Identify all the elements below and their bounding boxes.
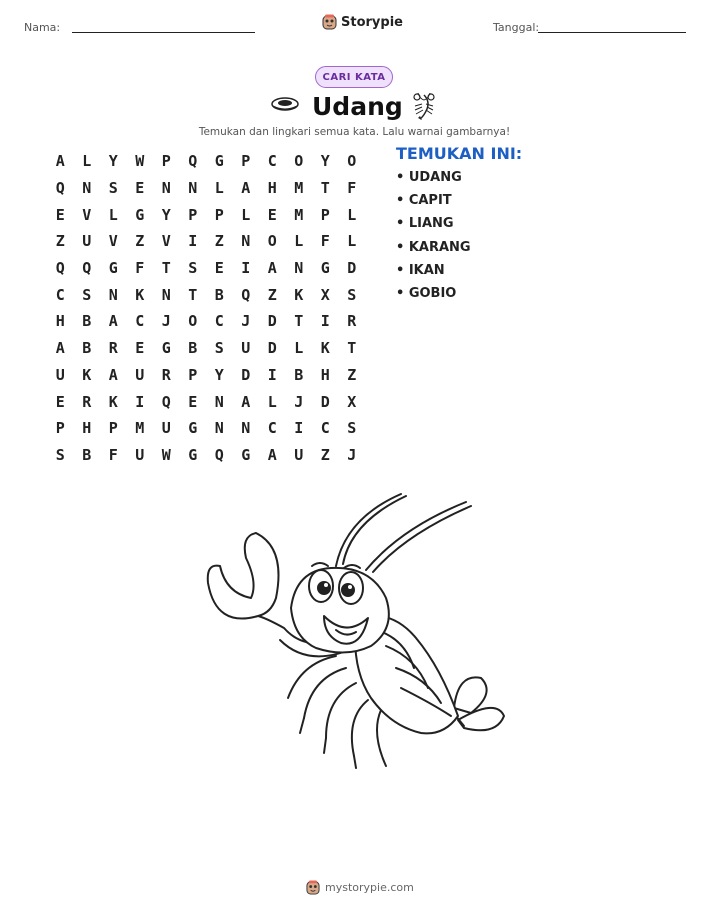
grid-cell[interactable]: E (135, 339, 145, 358)
grid-cell[interactable]: L (347, 205, 357, 224)
grid-cell[interactable]: F (320, 232, 330, 251)
grid-cell[interactable]: M (135, 419, 145, 438)
grid-cell[interactable]: D (320, 392, 330, 411)
grid-cell[interactable]: A (241, 179, 251, 198)
grid-cell[interactable]: M (294, 179, 304, 198)
grid-cell[interactable]: Q (214, 445, 224, 464)
grid-cell[interactable]: C (135, 312, 145, 331)
grid-cell[interactable]: J (241, 312, 251, 331)
date-line[interactable] (538, 32, 686, 33)
name-line[interactable] (72, 32, 255, 33)
grid-cell[interactable]: B (214, 285, 224, 304)
grid-cell[interactable]: O (347, 152, 357, 171)
grid-cell[interactable]: F (347, 179, 357, 198)
grid-cell[interactable]: N (161, 285, 171, 304)
grid-cell[interactable]: P (55, 419, 65, 438)
grid-cell[interactable]: A (108, 312, 118, 331)
grid-cell[interactable]: V (82, 205, 92, 224)
brand-logo (322, 14, 403, 30)
grid-cell[interactable]: M (294, 205, 304, 224)
grid-cell[interactable]: Q (188, 152, 198, 171)
grid-cell[interactable]: E (188, 392, 198, 411)
grid-cell[interactable]: N (161, 179, 171, 198)
grid-cell[interactable]: S (347, 419, 357, 438)
grid-cell[interactable]: E (214, 259, 224, 278)
grid-cell[interactable]: G (320, 259, 330, 278)
storypie-logo-icon (322, 14, 337, 30)
grid-cell[interactable]: N (108, 285, 118, 304)
grid-cell[interactable]: I (135, 392, 145, 411)
grid-cell[interactable]: G (135, 205, 145, 224)
grid-cell[interactable]: V (161, 232, 171, 251)
grid-cell[interactable]: K (108, 392, 118, 411)
grid-cell[interactable]: A (267, 445, 277, 464)
grid-cell[interactable]: S (108, 179, 118, 198)
grid-cell[interactable]: G (241, 445, 251, 464)
grid-cell[interactable]: L (214, 179, 224, 198)
page-title: Udang (312, 92, 403, 121)
grid-cell[interactable]: P (108, 419, 118, 438)
grid-row (47, 388, 365, 415)
grid-row (47, 255, 365, 282)
grid-cell[interactable]: N (188, 179, 198, 198)
grid-cell[interactable]: C (55, 285, 65, 304)
grid-cell[interactable]: C (267, 419, 277, 438)
name-label: Nama: (24, 21, 61, 34)
date-label: Tanggal: (493, 21, 540, 34)
grid-cell[interactable]: Z (320, 445, 330, 464)
footer-url[interactable]: mystorypie.com (325, 881, 414, 894)
grid-cell[interactable]: I (320, 312, 330, 331)
grid-cell[interactable]: N (82, 179, 92, 198)
brand-name: Storypie (341, 14, 403, 30)
grid-cell[interactable]: L (108, 205, 118, 224)
grid-cell[interactable]: K (135, 285, 145, 304)
grid-cell[interactable]: G (108, 259, 118, 278)
grid-cell[interactable]: V (108, 232, 118, 251)
grid-cell[interactable]: Y (320, 152, 330, 171)
grid-cell[interactable]: B (294, 365, 304, 384)
grid-cell[interactable]: U (135, 445, 145, 464)
grid-cell[interactable]: K (82, 365, 92, 384)
grid-cell[interactable]: G (161, 339, 171, 358)
grid-cell[interactable]: J (294, 392, 304, 411)
grid-cell[interactable]: O (188, 312, 198, 331)
grid-cell[interactable]: S (214, 339, 224, 358)
grid-cell[interactable]: N (241, 419, 251, 438)
shrimp-icon (411, 91, 437, 121)
grid-cell[interactable]: U (55, 365, 65, 384)
grid-cell[interactable]: T (347, 339, 357, 358)
grid-cell[interactable]: C (267, 152, 277, 171)
grid-cell[interactable]: W (161, 445, 171, 464)
grid-cell[interactable]: D (347, 259, 357, 278)
grid-cell[interactable]: D (267, 312, 277, 331)
instructions: Temukan dan lingkari semua kata. Lalu warnai gambarnya! (198, 126, 511, 138)
grid-cell[interactable]: A (55, 339, 65, 358)
word-item: • IKAN (396, 262, 445, 278)
word-list-title: TEMUKAN INI: (396, 144, 523, 163)
grid-cell[interactable]: J (347, 445, 357, 464)
word-search-grid (47, 148, 365, 468)
word-item: • UDANG (396, 170, 462, 185)
burrow-icon (270, 96, 300, 112)
grid-cell[interactable]: F (135, 259, 145, 278)
grid-cell[interactable]: A (108, 365, 118, 384)
grid-cell[interactable]: L (294, 339, 304, 358)
storypie-logo-icon (306, 880, 320, 895)
grid-cell[interactable]: I (188, 232, 198, 251)
grid-cell[interactable]: Q (241, 285, 251, 304)
grid-row (47, 362, 365, 389)
grid-cell[interactable]: S (188, 259, 198, 278)
word-item: • KARANG (396, 239, 471, 255)
grid-cell[interactable]: C (214, 312, 224, 331)
grid-cell[interactable]: N (241, 232, 251, 251)
grid-row (47, 335, 365, 362)
grid-cell[interactable]: O (267, 232, 277, 251)
grid-cell[interactable]: N (214, 392, 224, 411)
grid-cell[interactable]: A (241, 392, 251, 411)
grid-cell[interactable]: D (267, 339, 277, 358)
grid-cell[interactable]: A (55, 152, 65, 171)
grid-cell[interactable]: A (267, 259, 277, 278)
grid-cell[interactable]: E (55, 392, 65, 411)
grid-cell[interactable]: E (267, 205, 277, 224)
grid-cell[interactable]: H (320, 365, 330, 384)
grid-cell[interactable]: P (188, 365, 198, 384)
grid-cell[interactable]: B (82, 445, 92, 464)
grid-row (47, 228, 365, 255)
grid-cell[interactable]: U (135, 365, 145, 384)
grid-cell[interactable]: H (55, 312, 65, 331)
grid-cell[interactable]: I (267, 365, 277, 384)
grid-row (47, 415, 365, 442)
word-list (396, 170, 471, 309)
grid-cell[interactable]: B (82, 339, 92, 358)
grid-cell[interactable]: L (294, 232, 304, 251)
grid-cell[interactable]: R (347, 312, 357, 331)
grid-cell[interactable]: G (188, 445, 198, 464)
grid-cell[interactable]: N (214, 419, 224, 438)
grid-cell[interactable]: U (161, 419, 171, 438)
grid-cell[interactable]: T (188, 285, 198, 304)
grid-cell[interactable]: O (294, 152, 304, 171)
grid-cell[interactable]: D (241, 365, 251, 384)
grid-cell[interactable]: L (267, 392, 277, 411)
word-item: • CAPIT (396, 193, 452, 209)
grid-cell[interactable]: U (82, 232, 92, 251)
grid-cell[interactable]: S (82, 285, 92, 304)
grid-cell[interactable]: K (320, 339, 330, 358)
grid-cell[interactable]: L (241, 205, 251, 224)
grid-cell[interactable]: J (161, 312, 171, 331)
grid-cell[interactable]: Z (214, 232, 224, 251)
grid-row (47, 281, 365, 308)
grid-cell[interactable]: Q (55, 179, 65, 198)
grid-row (47, 148, 365, 175)
grid-cell[interactable]: R (108, 339, 118, 358)
grid-row (47, 442, 365, 469)
grid-row (47, 308, 365, 335)
grid-cell[interactable]: P (161, 152, 171, 171)
word-item: • LIANG (396, 216, 454, 232)
grid-cell[interactable]: H (82, 419, 92, 438)
grid-cell[interactable]: P (241, 152, 251, 171)
grid-cell[interactable]: U (294, 445, 304, 464)
grid-cell[interactable]: Q (82, 259, 92, 278)
grid-cell[interactable]: Y (108, 152, 118, 171)
grid-cell[interactable]: X (320, 285, 330, 304)
grid-cell[interactable]: P (320, 205, 330, 224)
grid-cell[interactable]: F (108, 445, 118, 464)
grid-cell[interactable]: T (320, 179, 330, 198)
grid-cell[interactable]: S (55, 445, 65, 464)
grid-cell[interactable]: B (82, 312, 92, 331)
grid-cell[interactable]: I (241, 259, 251, 278)
grid-cell[interactable]: P (214, 205, 224, 224)
grid-cell[interactable]: E (55, 205, 65, 224)
grid-cell[interactable]: L (347, 232, 357, 251)
grid-cell[interactable]: G (188, 419, 198, 438)
grid-cell[interactable]: C (320, 419, 330, 438)
grid-cell[interactable]: E (135, 179, 145, 198)
grid-cell[interactable]: R (161, 365, 171, 384)
grid-cell[interactable]: Y (161, 205, 171, 224)
shrimp-illustration (196, 488, 516, 778)
grid-cell[interactable]: N (294, 259, 304, 278)
grid-cell[interactable]: L (82, 152, 92, 171)
grid-cell[interactable]: I (294, 419, 304, 438)
grid-cell[interactable]: R (82, 392, 92, 411)
word-item: • GOBIO (396, 285, 457, 301)
grid-cell[interactable]: Z (135, 232, 145, 251)
grid-cell[interactable]: X (347, 392, 357, 411)
grid-cell[interactable]: Y (214, 365, 224, 384)
grid-cell[interactable]: Z (347, 365, 357, 384)
grid-row (47, 201, 365, 228)
grid-cell[interactable]: S (347, 285, 357, 304)
category-badge: CARI KATA (315, 66, 393, 88)
grid-cell[interactable]: T (294, 312, 304, 331)
grid-cell[interactable]: W (135, 152, 145, 171)
grid-cell[interactable]: T (161, 259, 171, 278)
grid-cell[interactable]: Z (55, 232, 65, 251)
grid-cell[interactable]: U (241, 339, 251, 358)
grid-row (47, 175, 365, 202)
grid-cell[interactable]: P (188, 205, 198, 224)
grid-cell[interactable]: Q (55, 259, 65, 278)
grid-cell[interactable]: G (214, 152, 224, 171)
footer (306, 880, 414, 895)
grid-cell[interactable]: K (294, 285, 304, 304)
grid-cell[interactable]: Z (267, 285, 277, 304)
grid-cell[interactable]: Q (161, 392, 171, 411)
grid-cell[interactable]: B (188, 339, 198, 358)
grid-cell[interactable]: H (267, 179, 277, 198)
